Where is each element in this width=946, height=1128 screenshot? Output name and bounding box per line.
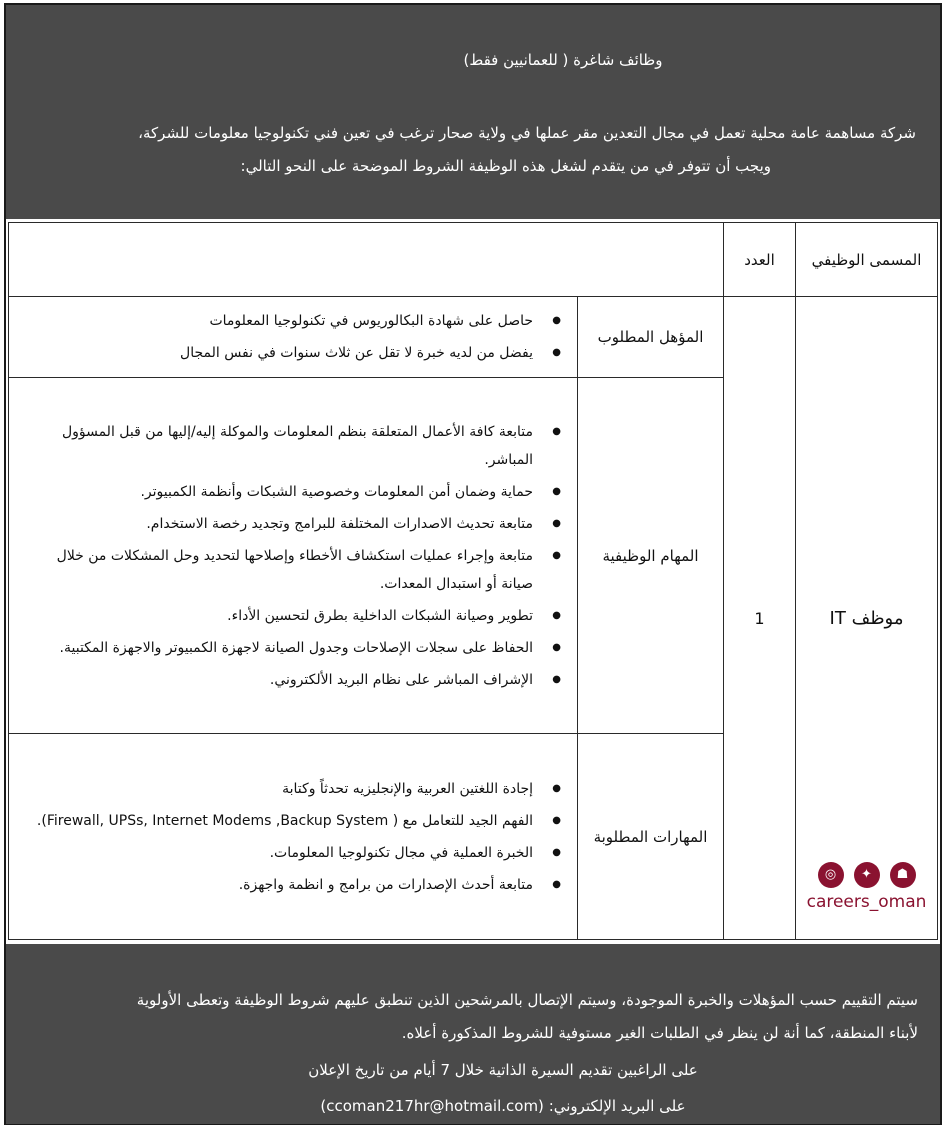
header-details xyxy=(9,223,724,297)
list-item: ● متابعة تحديث الاصدارات المختلفة للبرامج وتجديد رخصة الاستخدام. xyxy=(29,510,567,538)
evaluation-text xyxy=(28,984,918,1050)
job-title: موظف IT xyxy=(829,607,904,629)
section-list xyxy=(9,297,578,378)
social-handle: careers_oman xyxy=(806,892,927,912)
footer-panel xyxy=(6,944,940,1124)
intro-line-2: ويجب أن تتوفر في من يتقدم لشغل هذه الوظيفة الشروط الموضحة على النحو التالي: xyxy=(240,157,771,175)
job-count: 1 xyxy=(754,608,765,628)
header-count: العدد xyxy=(724,223,796,297)
list-item: ● الإشراف المباشر على نظام البريد الألكتروني. xyxy=(29,666,567,694)
section-label: المهارات المطلوبة xyxy=(578,734,724,940)
snapchat-icon: ☗ xyxy=(890,862,916,888)
job-title-cell xyxy=(796,297,938,940)
section-label: المؤهل المطلوب xyxy=(578,297,724,378)
list-item: ● حماية وضمان أمن المعلومات وخصوصية الشبكات وأنظمة الكمبيوتر. xyxy=(29,478,567,506)
section-label: المهام الوظيفية xyxy=(578,378,724,734)
evaluation-line-1: سيتم التقييم حسب المؤهلات والخبرة الموجودة، وسيتم الإتصال بالمرشحين الذين تنطبق عليهم شروط الوظيفة وتعطى الأولوية xyxy=(136,991,918,1009)
list-item: ● الحفاظ على سجلات الإصلاحات وجدول الصيانة لاجهزة الكمبيوتر والاجهزة المكتبية. xyxy=(29,634,567,662)
list-item: ● حاصل على شهادة البكالوريوس في تكنولوجيا المعلومات xyxy=(29,307,567,335)
list-item: ● الفهم الجيد للتعامل مع ( Firewall, UPSs, Internet Modems ,Backup System). xyxy=(29,807,567,835)
apply-text xyxy=(6,1052,940,1124)
email-label: على البريد الإلكتروني: xyxy=(548,1097,686,1115)
twitter-icon: ✦ xyxy=(854,862,880,888)
job-table xyxy=(8,222,938,940)
list-item: ● إجادة اللغتين العربية والإنجليزيه تحدثاً وكتابة xyxy=(29,775,567,803)
apply-line: على الراغبين تقديم السيرة الذاتية خلال 7 أيام من تاريخ الإعلان xyxy=(308,1061,698,1079)
list-item: ● يفضل من لديه خبرة لا تقل عن ثلاث سنوات في نفس المجال xyxy=(29,339,567,367)
section-list xyxy=(9,378,578,734)
section-list xyxy=(9,734,578,940)
intro-line-1: شركة مساهمة عامة محلية تعمل في مجال التعدين مقر عملها في ولاية صحار ترغب في تعين فني تكنولوجيا معلومات للشركة، xyxy=(138,124,916,142)
list-item: ● متابعة كافة الأعمال المتعلقة بنظم المعلومات والموكلة إليه/إليها من قبل المسؤول المباشر. xyxy=(29,418,567,474)
ad-title: وظائف شاغرة ( للعمانيين فقط) xyxy=(463,51,663,69)
list-item: ● الخبرة العملية في مجال تكنولوجيا المعلومات. xyxy=(29,839,567,867)
header-job-title: المسمى الوظيفي xyxy=(796,223,938,297)
count-cell xyxy=(724,297,796,940)
email-address[interactable]: (ccoman217hr@hotmail.com) xyxy=(320,1097,544,1115)
intro-text xyxy=(30,117,916,183)
header-panel xyxy=(6,5,940,219)
list-item: ● متابعة أحدث الإصدارات من برامج و انظمة واجهزة. xyxy=(29,871,567,899)
email-line xyxy=(66,1088,940,1124)
evaluation-line-2: لأبناء المنطقة، كما أنة لن ينظر في الطلبات الغير مستوفية للشروط المذكورة أعلاه. xyxy=(401,1024,918,1042)
list-item: ● متابعة وإجراء عمليات استكشاف الأخطاء وإصلاحها لتحديد وحل المشكلات من خلال صيانة أو استبدال المعدات. xyxy=(29,542,567,598)
list-item: ● تطوير وصيانة الشبكات الداخلية بطرق لتحسين الأداء. xyxy=(29,602,567,630)
social-block xyxy=(796,862,937,912)
instagram-icon: ◎ xyxy=(818,862,844,888)
